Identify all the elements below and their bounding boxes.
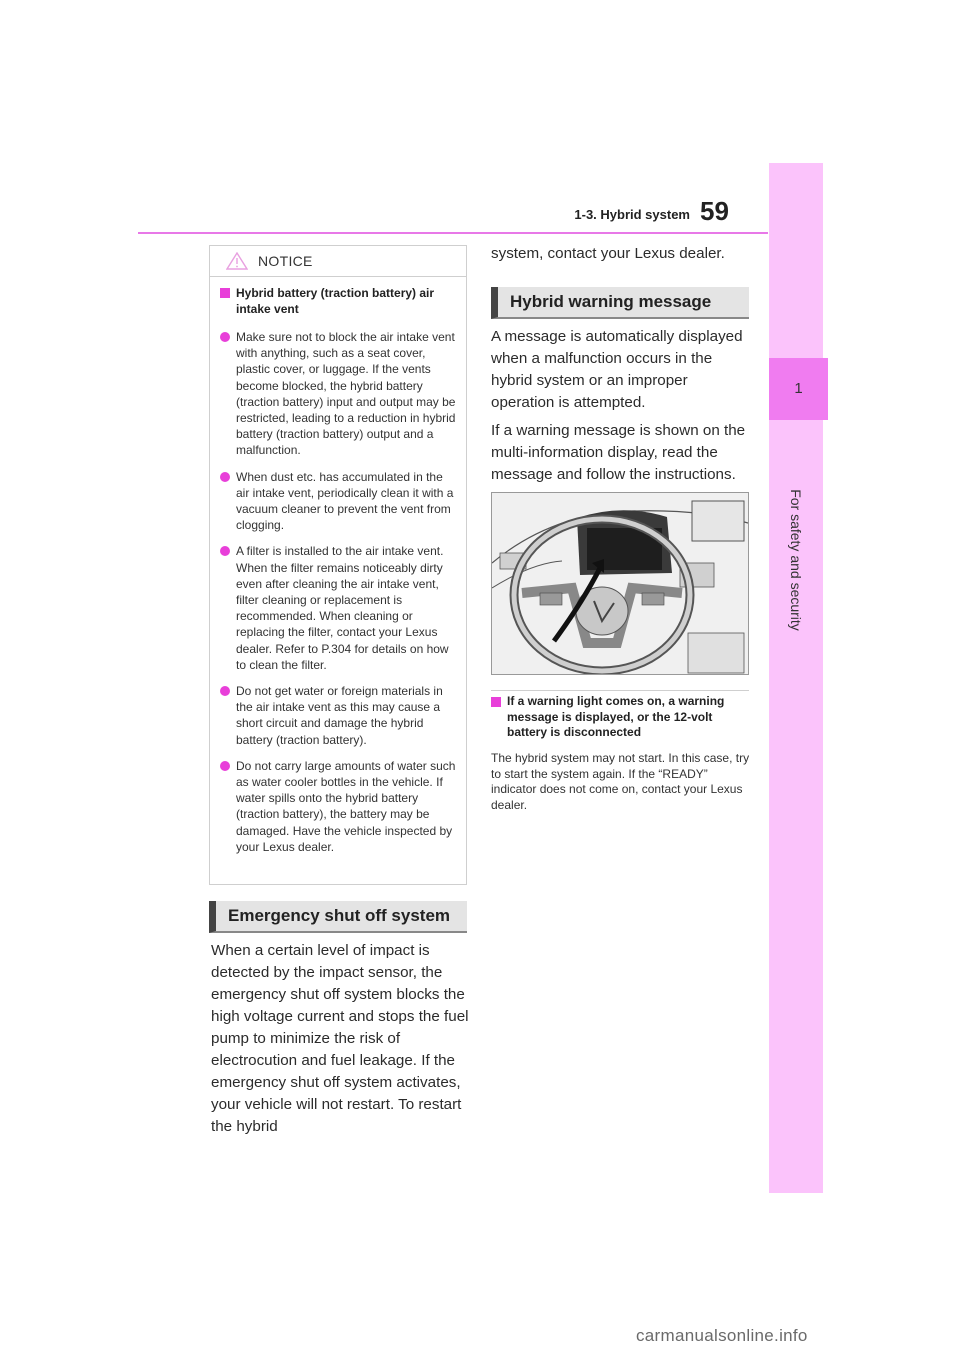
list-item: Do not get water or foreign materials in the air intake vent as this may cause a short circuit and damage the hybrid battery (traction battery). <box>220 683 456 748</box>
subsection-body: The hybrid system may not start. In this case, try to start the system again. If the “READY” indicator does not come on, contact your Lexus dealer. <box>491 751 750 813</box>
section-title: 1-3. Hybrid system <box>574 207 690 222</box>
hybrid-warning-para-1: A message is automatically displayed when a malfunction occurs in the hybrid system or an improper operation is attempted. <box>491 328 743 411</box>
bullet-icon <box>220 761 230 771</box>
bullet-icon <box>220 472 230 482</box>
chapter-number: 1 <box>794 380 803 397</box>
bullet-icon <box>220 332 230 342</box>
side-tab-background <box>769 163 823 1193</box>
hybrid-warning-para-2: If a warning message is shown on the multi-information display, read the message and follow the instructions. <box>491 422 746 483</box>
bullet-icon <box>220 546 230 556</box>
notice-box <box>209 245 467 885</box>
square-bullet-icon <box>220 288 230 298</box>
subsection-rule <box>491 690 749 691</box>
emergency-body: When a certain level of impact is detected by the impact sensor, the emergency shut off system blocks the high voltage current and stops the fuel pump to minimize the risk of electrocution and fuel leakage. If the emergency shut off system activates, your vehicle will not restart. To restart the hybrid <box>211 942 469 1135</box>
bullet-icon <box>220 686 230 696</box>
page-number: 59 <box>700 196 729 226</box>
watermark: carmanualsonline.info <box>636 1326 808 1345</box>
subsection-heading: If a warning light comes on, a warning message is displayed, or the 12-volt battery is disconnected <box>491 694 751 741</box>
continued-text: system, contact your Lexus dealer. <box>491 245 725 262</box>
notice-title: NOTICE <box>258 253 313 269</box>
warning-triangle-icon <box>226 252 248 275</box>
hybrid-warning-heading: Hybrid warning message <box>491 287 749 319</box>
instrument-panel-illustration <box>491 492 749 675</box>
square-bullet-icon <box>491 697 501 707</box>
notice-heading: Hybrid battery (traction battery) air intake vent <box>220 285 456 317</box>
emergency-heading: Emergency shut off system <box>209 901 467 933</box>
chapter-label: For safety and security <box>788 489 804 631</box>
list-item: A filter is installed to the air intake vent. When the filter remains noticeably dirty even after cleaning the air intake vent, filter cleaning or replacement is recommended. When cleaning or replacing the filter, contact your Lexus dealer. Refer to P.304 for details on how to clean the filter. <box>220 543 456 673</box>
notice-header <box>210 246 466 277</box>
list-item: When dust etc. has accumulated in the air intake vent, periodically clean it with a vacuum cleaner to prevent the vent from clogging. <box>220 469 456 534</box>
list-item: Make sure not to block the air intake vent with anything, such as a seat cover, plastic cover, or luggage. If the vents become blocked, the hybrid battery (traction battery) input and output may be restricted, leading to a reduction in hybrid battery (traction battery) output and a malfunction. <box>220 329 456 459</box>
header-rule <box>138 232 768 234</box>
list-item: Do not carry large amounts of water such as water cooler bottles in the vehicle. If water spills onto the hybrid battery (traction battery), the battery may be damaged. Have the vehicle inspected by your Lexus dealer. <box>220 758 456 855</box>
